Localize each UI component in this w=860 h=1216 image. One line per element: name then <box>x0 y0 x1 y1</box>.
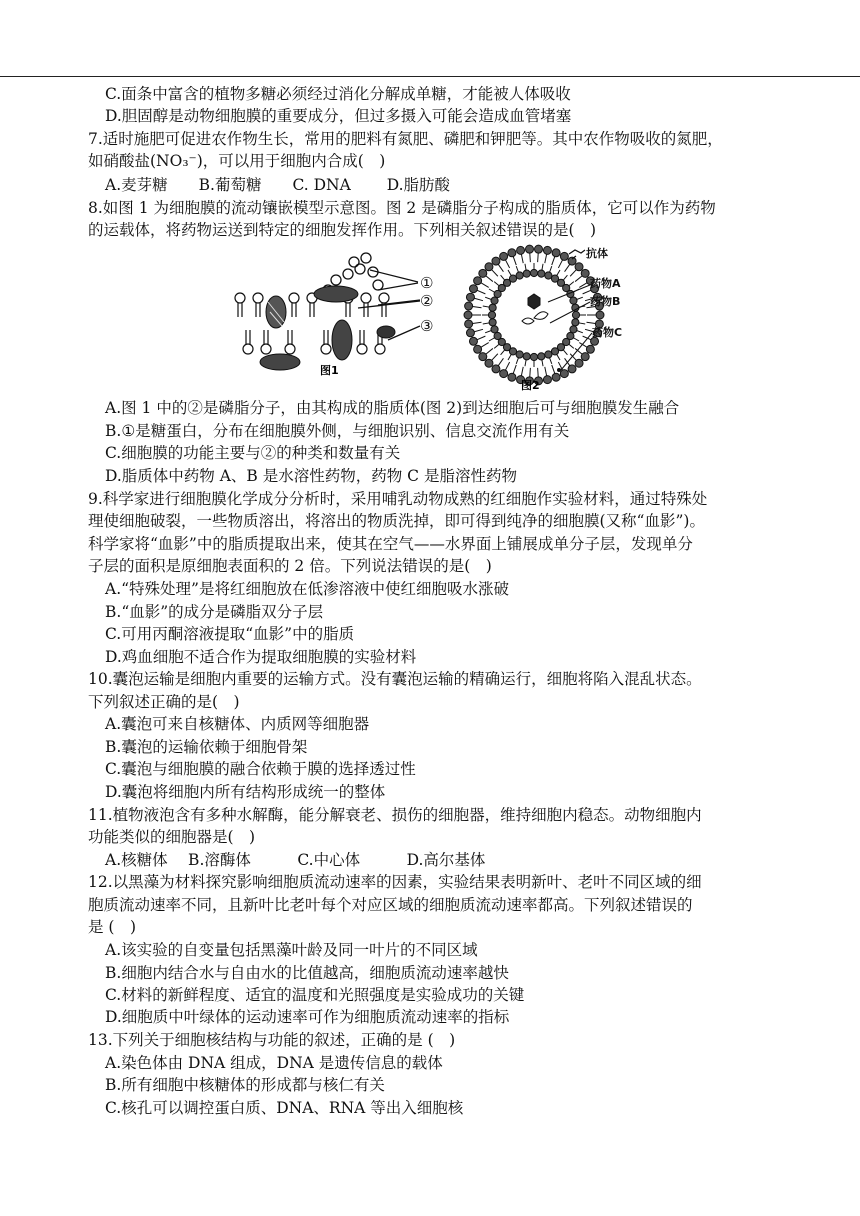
label-drug-c: 药物C <box>592 326 623 339</box>
outer-phospholipid-head <box>552 373 560 381</box>
inner-phospholipid-head <box>545 272 552 279</box>
inner-phospholipid-tail <box>508 354 512 360</box>
outer-phospholipid-tail <box>474 329 483 331</box>
outer-phospholipid-tail <box>492 270 498 277</box>
inner-phospholipid-tail <box>549 266 551 273</box>
drug-a-icon <box>528 294 540 309</box>
option-9a: A.“特殊处理”是将红细胞放在低渗溶液中使红细胞吸水涨破 <box>105 580 509 598</box>
inner-phospholipid-head <box>530 353 537 360</box>
inner-phospholipid-tail <box>525 264 526 271</box>
inner-phospholipid-tail <box>578 323 585 324</box>
outer-phospholipid-head <box>500 252 508 260</box>
inner-phospholipid-tail <box>542 264 543 271</box>
inner-phospholipid-head <box>572 311 579 318</box>
inner-phospholipid-tail <box>494 282 499 286</box>
outer-phospholipid-tail <box>486 348 493 354</box>
outer-phospholipid-head <box>508 373 516 381</box>
option-13b: B.所有细胞中核糖体的形成都与核仁有关 <box>105 1076 385 1094</box>
inner-phospholipid-tail <box>501 275 505 280</box>
outer-phospholipid-tail <box>477 290 485 294</box>
outer-phospholipid-tail <box>505 362 509 370</box>
inner-phospholipid-head <box>516 272 523 279</box>
outer-phospholipid-head <box>575 263 583 271</box>
inner-phospholipid-tail <box>501 349 505 354</box>
inner-phospholipid-tail <box>573 338 579 342</box>
inner-phospholipid-head <box>545 351 552 358</box>
option-8b: B.①是糖蛋白，分布在细胞膜外侧，与细胞识别、信息交流作用有关 <box>105 422 570 440</box>
outer-phospholipid-head <box>568 365 576 373</box>
outer-phospholipid-head <box>581 353 589 361</box>
outer-phospholipid-tail <box>538 368 539 377</box>
label-drug-b: 药物B <box>590 295 621 308</box>
outer-phospholipid-head <box>575 359 583 367</box>
outer-phospholipid-tail <box>558 260 562 268</box>
outer-phospholipid-head <box>581 269 589 277</box>
inner-phospholipid-head <box>516 351 523 358</box>
option-9d: D.鸡血细胞不适合作为提取细胞膜的实验材料 <box>105 648 417 666</box>
label-antibody: 抗体 <box>586 247 608 260</box>
inner-phospholipid-tail <box>563 349 567 354</box>
option-12b: B.细胞内结合水与自由水的比值越高，细胞质流动速率越快 <box>105 964 509 982</box>
text-line: D.胆固醇是动物细胞膜的重要成分，但过多摄入可能会造成血管堵塞 <box>105 107 572 125</box>
outer-phospholipid-head <box>474 277 482 285</box>
option-13c: C.核孔可以调控蛋白质、DNA、RNA 等出入细胞核 <box>105 1099 464 1117</box>
question-9: 9.科学家进行细胞膜化学成分分析时，采用哺乳动物成熟的红细胞作实验材料，通过特殊处 <box>88 490 708 508</box>
outer-phospholipid-tail <box>521 367 523 376</box>
outer-phospholipid-tail <box>570 270 576 277</box>
outer-phospholipid-head <box>517 246 525 254</box>
figure1-label-2: ② <box>420 292 434 310</box>
option-13a: A.染色体由 DNA 组成，DNA 是遗传信息的载体 <box>105 1054 443 1072</box>
outer-phospholipid-tail <box>498 264 503 271</box>
outer-phospholipid-tail <box>486 276 493 282</box>
outer-phospholipid-tail <box>538 253 539 262</box>
inner-phospholipid-tail <box>568 344 573 348</box>
outer-phospholipid-tail <box>513 257 516 265</box>
figure1-membrane-diagram <box>228 250 446 385</box>
inner-phospholipid-tail <box>516 266 518 273</box>
outer-phospholipid-tail <box>545 254 547 263</box>
outer-phospholipid-tail <box>587 322 596 323</box>
figure1-caption: 图1 <box>320 364 339 377</box>
outer-phospholipid-head <box>586 345 594 353</box>
text-line: 理使细胞破裂，一些物质溶出，将溶出的物质洗掉，即可得到纯净的细胞膜(又称“血影”)。 <box>88 512 705 530</box>
outer-phospholipid-head <box>543 246 551 254</box>
inner-phospholipid-tail <box>494 344 499 348</box>
figure1-label-3: ③ <box>420 317 434 335</box>
outer-phospholipid-tail <box>545 367 547 376</box>
inner-phospholipid-head <box>538 353 545 360</box>
option-10d: D.囊泡将细胞内所有结构形成统一的整体 <box>105 783 386 801</box>
outer-phospholipid-head <box>560 252 568 260</box>
outer-phospholipid-tail <box>477 336 485 340</box>
options-7: A.麦芽糖 B.葡萄糖 C. DNA D.脂肪酸 <box>105 176 451 194</box>
question-11: 11.植物液泡含有多种水解酶，能分解衰老、损伤的细胞器，维持细胞内稳态。动物细胞内 <box>88 806 702 824</box>
option-12a: A.该实验的自变量包括黑藻叶龄及同一叶片的不同区域 <box>105 941 478 959</box>
outer-phospholipid-head <box>469 285 477 293</box>
question-10: 10.囊泡运输是细胞内重要的运输方式。没有囊泡运输的精确运行，细胞将陷入混乱状态。 <box>88 670 702 688</box>
option-10c: C.囊泡与细胞膜的融合依赖于膜的选择透过性 <box>105 760 416 778</box>
outer-phospholipid-tail <box>530 253 531 262</box>
outer-phospholipid-tail <box>481 343 489 348</box>
outer-phospholipid-head <box>492 365 500 373</box>
outer-phospholipid-head <box>492 257 500 265</box>
outer-phospholipid-head <box>552 249 560 257</box>
outer-phospholipid-head <box>464 311 472 319</box>
inner-phospholipid-tail <box>483 323 490 324</box>
outer-phospholipid-head <box>525 245 533 253</box>
inner-phospholipid-tail <box>489 338 495 342</box>
outer-phospholipid-head <box>474 345 482 353</box>
text-line: 子层的面积是原细胞表面积的 2 倍。下列说法错误的是( ) <box>88 557 492 575</box>
inner-phospholipid-head <box>494 332 501 339</box>
inner-phospholipid-tail <box>525 359 526 366</box>
text-line: C.面条中富含的植物多糖必须经过消化分解成单糖，才能被人体吸收 <box>105 85 571 103</box>
outer-phospholipid-tail <box>473 322 482 323</box>
inner-phospholipid-head <box>570 326 577 333</box>
option-8a: A.图 1 中的②是磷脂分子，由其构成的脂质体(图 2)到达细胞后可与细胞膜发生融合 <box>105 399 680 417</box>
figure1-label-1: ① <box>420 274 434 292</box>
outer-phospholipid-head <box>508 249 516 257</box>
figure2-caption: 图2 <box>521 379 540 392</box>
inner-phospholipid-head <box>572 319 579 326</box>
inner-phospholipid-tail <box>485 297 492 299</box>
figure2-liposome-diagram <box>462 243 642 395</box>
inner-phospholipid-tail <box>549 357 551 364</box>
outer-phospholipid-tail <box>552 257 555 265</box>
inner-phospholipid-head <box>491 326 498 333</box>
liposome-bilayer <box>464 245 604 385</box>
outer-phospholipid-head <box>596 311 604 319</box>
outer-phospholipid-tail <box>513 365 516 373</box>
inner-phospholipid-tail <box>483 306 490 307</box>
outer-phospholipid-tail <box>530 368 531 377</box>
outer-phospholipid-tail <box>492 354 498 361</box>
question-8: 8.如图 1 为细胞膜的流动镶嵌模型示意图。图 2 是磷脂分子构成的脂质体，它可以作为药物 <box>88 199 716 217</box>
option-9c: C.可用丙酮溶液提取“血影”中的脂质 <box>105 625 355 643</box>
outer-phospholipid-tail <box>481 283 489 288</box>
inner-phospholipid-tail <box>576 330 583 332</box>
option-9b: B.“血影”的成分是磷脂双分子层 <box>105 603 324 621</box>
outer-phospholipid-head <box>466 293 474 301</box>
inner-phospholipid-head <box>538 270 545 277</box>
text-line: 的运载体，将药物运送到特定的细胞发挥作用。下列相关叙述错误的是( ) <box>88 221 597 239</box>
drug-b-icon <box>522 312 548 324</box>
outer-phospholipid-head <box>465 320 473 328</box>
outer-phospholipid-tail <box>575 276 582 282</box>
outer-phospholipid-tail <box>521 254 523 263</box>
option-10a: A.囊泡可来自核糖体、内质网等细胞器 <box>105 715 370 733</box>
text-line: 胞质流动速率不同，且新叶比老叶每个对应区域的细胞质流动速率都高。下列叙述错误的 <box>88 896 693 914</box>
inner-phospholipid-tail <box>508 270 512 276</box>
outer-phospholipid-head <box>479 269 487 277</box>
question-12: 12.以黑藻为材料探究影响细胞质流动速率的因素，实验结果表明新叶、老叶不同区域的细 <box>88 873 702 891</box>
option-12d: D.细胞质中叶绿体的运动速率可作为细胞质流动速率的指标 <box>105 1008 510 1026</box>
outer-phospholipid-head <box>560 370 568 378</box>
label-drug-a: 药物A <box>590 277 621 290</box>
text-line: 如硝酸盐(NO₃⁻)，可以用于细胞内合成( ) <box>88 152 386 170</box>
inner-phospholipid-tail <box>563 275 567 280</box>
inner-phospholipid-head <box>491 297 498 304</box>
outer-phospholipid-tail <box>505 260 509 268</box>
outer-phospholipid-head <box>485 263 493 271</box>
outer-phospholipid-head <box>543 376 551 384</box>
outer-phospholipid-tail <box>498 358 503 365</box>
text-line: 是 ( ) <box>88 918 137 936</box>
inner-phospholipid-tail <box>576 297 583 299</box>
option-10b: B.囊泡的运输依赖于细胞骨架 <box>105 738 308 756</box>
inner-phospholipid-tail <box>557 354 561 360</box>
text-line: 下列叙述正确的是( ) <box>88 693 240 711</box>
outer-phospholipid-tail <box>565 264 570 271</box>
option-8d: D.脂质体中药物 A、B 是水溶性药物，药物 C 是脂溶性药物 <box>105 467 517 485</box>
outer-phospholipid-head <box>535 245 543 253</box>
inner-phospholipid-head <box>489 319 496 326</box>
inner-phospholipid-head <box>488 311 495 318</box>
header-rule <box>0 76 860 77</box>
inner-phospholipid-head <box>509 275 516 282</box>
inner-phospholipid-tail <box>542 359 543 366</box>
outer-phospholipid-head <box>466 329 474 337</box>
drug-c-icon <box>557 368 561 372</box>
inner-phospholipid-head <box>570 297 577 304</box>
inner-phospholipid-head <box>489 304 496 311</box>
inner-phospholipid-head <box>530 269 537 276</box>
outer-phospholipid-head <box>469 337 477 345</box>
text-line: 科学家将“血影”中的脂质提取出来，使其在空气——水界面上铺展成单分子层，发现单分 <box>88 535 693 553</box>
outer-phospholipid-head <box>479 353 487 361</box>
outer-phospholipid-tail <box>474 298 483 300</box>
outer-phospholipid-tail <box>583 290 591 294</box>
inner-phospholipid-head <box>523 270 530 277</box>
inner-phospholipid-head <box>551 348 558 355</box>
outer-phospholipid-tail <box>552 365 555 373</box>
inner-phospholipid-tail <box>516 357 518 364</box>
outer-phospholipid-tail <box>473 307 482 308</box>
outer-phospholipid-head <box>465 302 473 310</box>
option-8c: C.细胞膜的功能主要与②的种类和数量有关 <box>105 444 401 462</box>
question-13: 13.下列关于细胞核结构与功能的叙述，正确的是 ( ) <box>88 1031 456 1049</box>
outer-phospholipid-head <box>500 370 508 378</box>
inner-phospholipid-tail <box>568 282 573 286</box>
text-line: 功能类似的细胞器是( ) <box>88 828 256 846</box>
options-11: A.核糖体 B.溶酶体 C.中心体 D.高尔基体 <box>105 851 486 869</box>
inner-phospholipid-tail <box>557 270 561 276</box>
question-7: 7.适时施肥可促进农作物生长，常用的肥料有氮肥、磷肥和钾肥等。其中农作物吸收的氮肥， <box>88 130 723 148</box>
inner-phospholipid-head <box>523 353 530 360</box>
inner-phospholipid-tail <box>489 289 495 293</box>
option-12c: C.材料的新鲜程度、适宜的温度和光照强度是实验成功的关键 <box>105 986 525 1004</box>
inner-phospholipid-tail <box>485 330 492 332</box>
outer-phospholipid-head <box>485 359 493 367</box>
